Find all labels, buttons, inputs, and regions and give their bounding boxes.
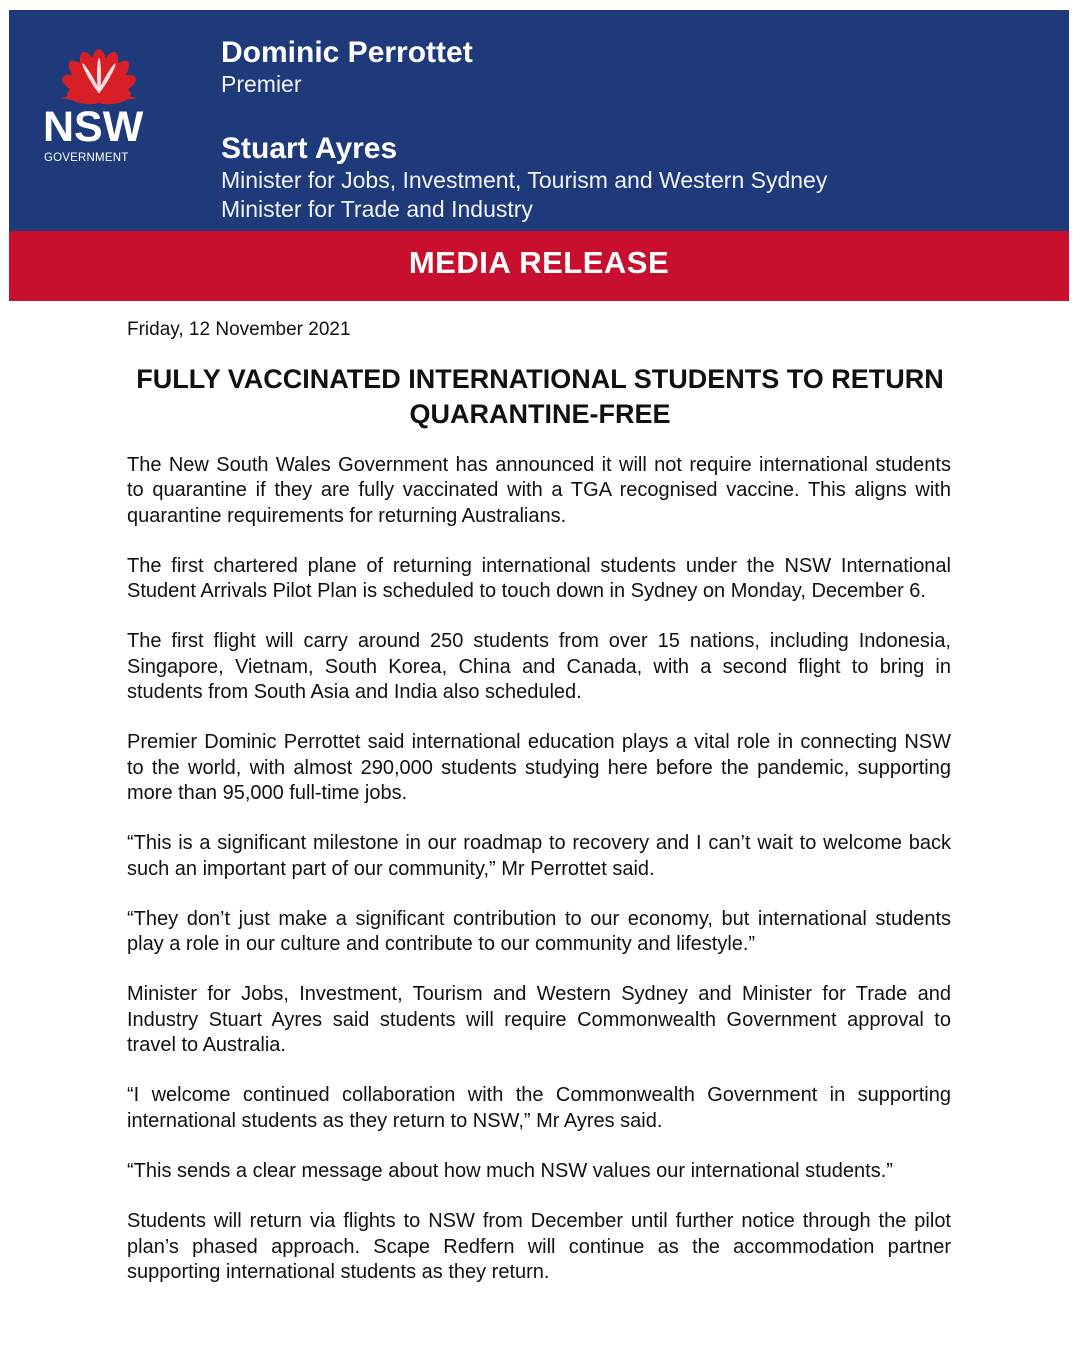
body-paragraph: The first chartered plane of returning international students under the NSW International Student Arrivals Pilot Plan is scheduled to touch down in Sydney on Monday, December 6. bbox=[127, 554, 951, 603]
waratah-flower-icon bbox=[39, 32, 159, 106]
minister-block-premier bbox=[221, 36, 473, 99]
body-paragraph: The New South Wales Government has announced it will not require international students to quarantine if they are fully vaccinated with a TGA recognised vaccine. This aligns with quarantine requirements for returning Australians. bbox=[127, 454, 951, 527]
minister-block-jobs bbox=[221, 132, 827, 224]
release-date: Friday, 12 November 2021 bbox=[127, 319, 351, 340]
minister-title: Premier bbox=[221, 71, 302, 97]
logo-subtext: GOVERNMENT bbox=[44, 152, 129, 164]
nsw-government-logo bbox=[39, 32, 159, 172]
minister-title: Minister for Trade and Industry bbox=[221, 196, 533, 222]
release-header bbox=[9, 10, 1069, 231]
minister-title: Minister for Jobs, Investment, Tourism and Western Sydney bbox=[221, 167, 828, 193]
release-body bbox=[127, 453, 951, 1285]
body-paragraph: “This is a significant milestone in our roadmap to recovery and I can’t wait to welcome back such an important part of our community,” Mr Perrottet said. bbox=[127, 832, 951, 880]
media-release-banner: MEDIA RELEASE bbox=[9, 231, 1069, 301]
body-paragraph: “This sends a clear message about how much NSW values our international students.” bbox=[127, 1159, 893, 1182]
body-paragraph: Premier Dominic Perrottet said international education plays a vital role in connecting NSW to the world, with almost 290,000 students studying here before the pandemic, supporting more than 95,000 full-time jobs. bbox=[127, 731, 951, 804]
minister-name: Stuart Ayres bbox=[221, 132, 398, 165]
body-paragraph: Students will return via flights to NSW from December until further notice through the pilot plan’s phased approach. Scape Redfern will continue as the accommodation partner supporting international students as they return. bbox=[127, 1210, 951, 1283]
body-paragraph: The first flight will carry around 250 students from over 15 nations, including Indonesia, Singapore, Vietnam, South Korea, China and Canada, with a second flight to bring in students from South Asia and India also scheduled. bbox=[127, 630, 951, 704]
body-paragraph: “I welcome continued collaboration with the Commonwealth Government in supporting international students as they return to NSW,” Mr Ayres said. bbox=[127, 1084, 951, 1132]
minister-name: Dominic Perrottet bbox=[221, 36, 473, 69]
body-paragraph: Minister for Jobs, Investment, Tourism and Western Sydney and Minister for Trade and Industry Stuart Ayres said students will require Commonwealth Government approval to travel to Australia. bbox=[127, 983, 951, 1057]
release-headline: FULLY VACCINATED INTERNATIONAL STUDENTS TO RETURN QUARANTINE-FREE bbox=[136, 364, 944, 429]
body-paragraph: “They don’t just make a significant contribution to our economy, but international students play a role in our culture and contribute to our community and lifestyle.” bbox=[127, 907, 951, 956]
logo-wordmark: NSW bbox=[43, 103, 144, 151]
